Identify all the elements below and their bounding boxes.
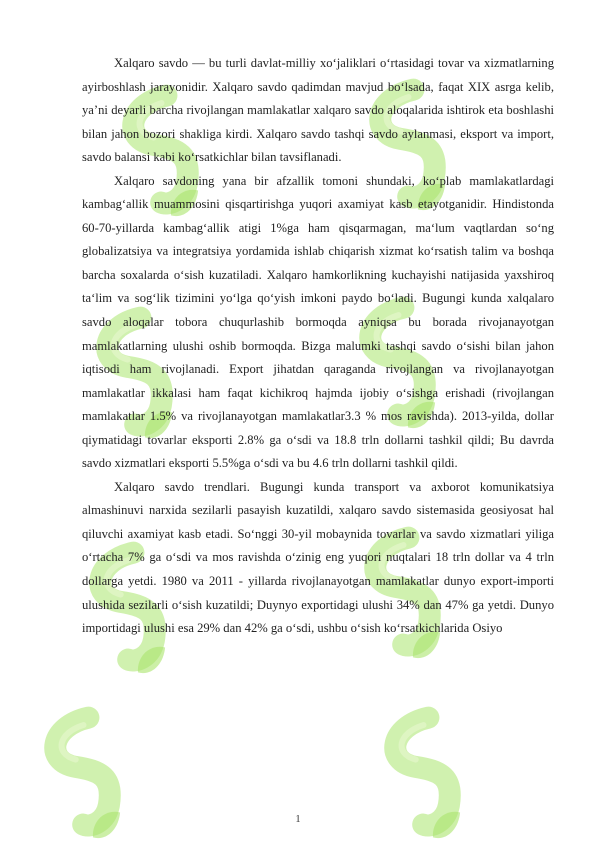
paragraph-3: Xalqaro savdo trendlari. Bugungi kunda transport va axborot komunikatsiya almashinuvi narxida sezilarli pasayish kuzatildi, xalqaro savdo sistemasida geosiyosat hal qiluvchi axamiyat kasb etadi. So‘nggi 30-yil mobaynida tovarlar va savdo xizmatlari yiliga o‘rtacha 7% ga o‘sdi va mos ravishda o‘zinig eng yuqori nuqtalari 18 trln dollar va 4 trln dollarga yetdi. 1980 va 2011 - yillarda rivojlanayotgan mamlakatlar dunyo export-importi ulushida sezilarli o‘sish kuzatildi; Duynyo exportidagi ulushi 34% dan 47% ga yetdi. Dunyo importidagi ulushi esa 29% dan 42% ga o‘sdi, ushbu o‘sish ko‘rsatkichlarida Osiyo bbox=[82, 479, 554, 636]
page-number: 1 bbox=[295, 814, 301, 825]
body-text bbox=[82, 52, 554, 641]
paragraph-1: Xalqaro savdo — bu turli davlat-milliy xo‘jaliklari o‘rtasidagi tovar va xizmatlarning ayirboshlash jarayonidir. Xalqaro savdo qadimdan mavjud bo‘lsada, faqat XIX asrga kelib, ya’ni deyarli barcha rivojlangan mamlakatlar xalqaro savdo aloqalarida ishtirok eta boshlashi bilan jahon bozori shakliga kirdi. Xalqaro savdo tashqi savdo aylanmasi, eksport va import, savdo balansi kabi ko‘rsatkichlar bilan tavsiflanadi. bbox=[82, 56, 554, 165]
paragraph-2: Xalqaro savdoning yana bir afzallik tomoni shundaki, ko‘plab mamlakatlardagi kambag‘allik muammosini qisqartirishga yuqori axamiyat kasb etayotganidir. Hindistonda 60-70-yillarda kambag‘allik atigi 1%ga ham qisqarmagan, ma‘lum vaqtlardan so‘ng globalizatsiya va integratsiya yordamida ishlab chiqarish xizmat ko‘rsatish talim va boshqa barcha soxalarda o‘sish kuzatiladi. Xalqaro hamkorlikning kuchayishi natijasida yaxshiroq ta‘lim va sog‘lik tizimini yo‘lga qo‘yish imkoni paydo bo‘ladi. Bugungi kunda xalqalaro savdo aloqalar tobora chuqurlashib bormoqda ayniqsa bu borada rivojanayotgan mamlakatlarning ulushi oshib bormoqda. Bizga malumki tashqi savdo o‘sishi bilan jahon iqtisodi ham rivojlanadi. Export jihatdan qaraganda rivojlangan va rivojlanayotgan mamlakatlar ikkalasi ham faqat kichikroq hajmda ijobiy o‘sishga erishadi (rivojlangan mamlakatlar 1.5% va rivojlanayotgan mamlakatlar3.3 % mos ravishda). 2013-yilda, dollar qiymatidagi tovarlar eksporti 2.8% ga o‘sdi va 18.8 trln dollarni tashkil qildi; Bu davrda savdo xizmatlari eksporti 5.5%ga o‘sdi va bu 4.6 trln dollarni tashkil qildi. bbox=[82, 173, 554, 471]
